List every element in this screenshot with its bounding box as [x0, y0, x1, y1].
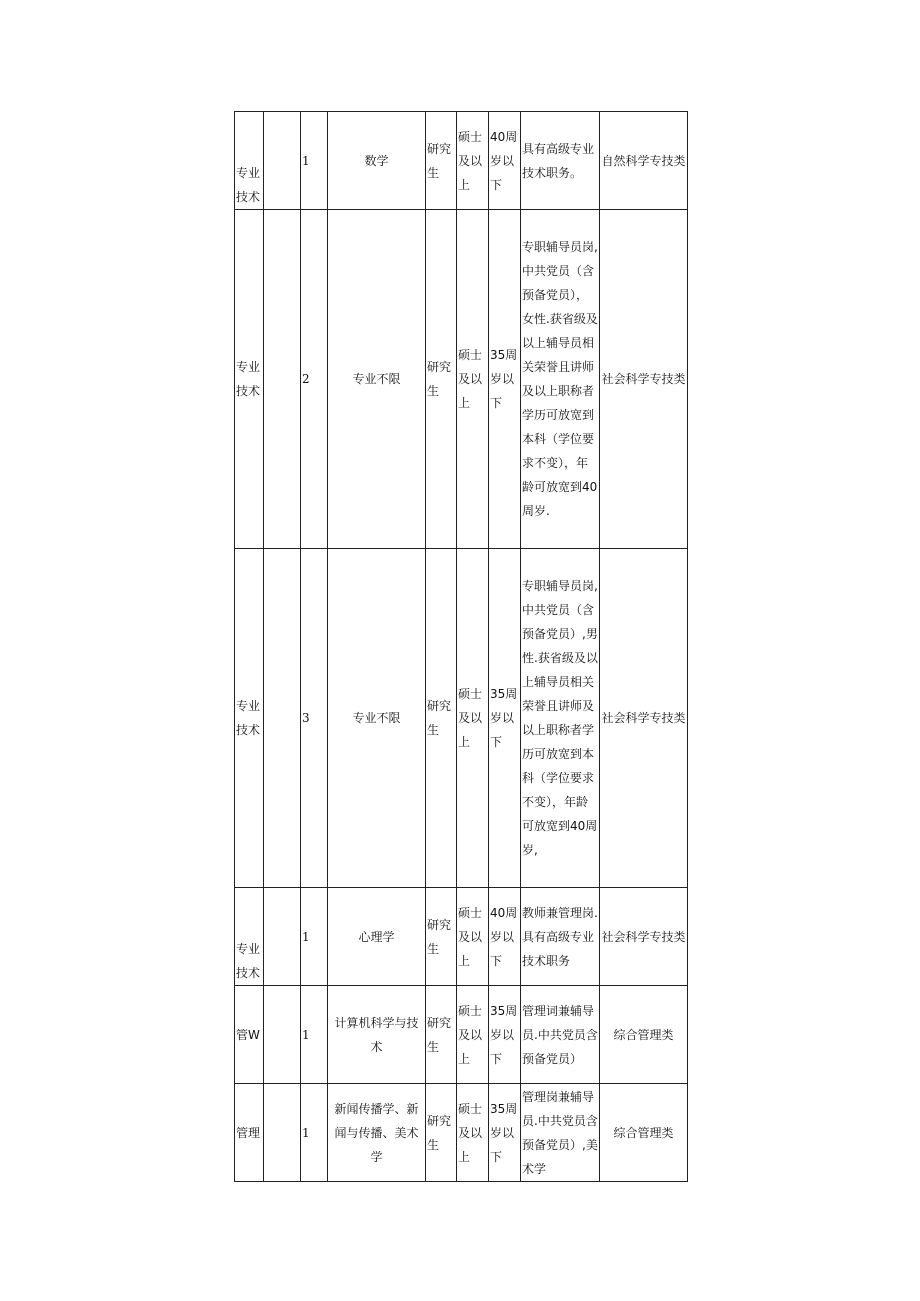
- age-cell: 35周岁以下: [489, 986, 521, 1084]
- table-row: [235, 549, 688, 888]
- table-row: [235, 888, 688, 986]
- requirement-cell: 管理岗兼辅导员.中共党员含预备党员）,美术学: [521, 1084, 600, 1182]
- positions-table: [234, 111, 688, 1182]
- major-cell: 专业不限: [328, 210, 426, 549]
- major-cell: 心理学: [328, 888, 426, 986]
- table-row: [235, 986, 688, 1084]
- requirement-cell: 具有高级专业技术职务。: [521, 112, 600, 210]
- category-cell: 社会科学专技类: [600, 210, 688, 549]
- empty-cell: [264, 210, 301, 549]
- education-cell: 研究生: [426, 549, 457, 888]
- age-cell: 40周岁以下: [489, 888, 521, 986]
- category-cell: 综合管理类: [600, 986, 688, 1084]
- headcount-cell: 3: [301, 549, 328, 888]
- headcount-cell: 1: [301, 1084, 328, 1182]
- degree-cell: 硕士及以上: [457, 888, 489, 986]
- age-cell: 40周岁以下: [489, 112, 521, 210]
- post-type-cell: 专业技术: [235, 210, 264, 549]
- requirement-cell: 专职辅导员岗,中共党员（含预备党员）,男性.获省级及以上辅导员相关荣誉且讲师及以上职称者学历可放宽到本科（学位要求不变），年龄可放宽到40周岁,: [521, 549, 600, 888]
- empty-cell: [264, 888, 301, 986]
- post-type-cell: 专业技术: [235, 112, 264, 210]
- category-cell: 综合管理类: [600, 1084, 688, 1182]
- post-type-cell: 专业技术: [235, 549, 264, 888]
- table-row: [235, 112, 688, 210]
- major-cell: 计算机科学与技术: [328, 986, 426, 1084]
- requirement-cell: 管理词兼辅导员.中共党员含预备党员）: [521, 986, 600, 1084]
- degree-cell: 硕士及以上: [457, 1084, 489, 1182]
- headcount-cell: 1: [301, 112, 328, 210]
- empty-cell: [264, 1084, 301, 1182]
- post-type-cell: 管W: [235, 986, 264, 1084]
- age-cell: 35周岁以下: [489, 1084, 521, 1182]
- requirement-cell: 教师兼管理岗.具有高级专业技术职务: [521, 888, 600, 986]
- major-cell: 数学: [328, 112, 426, 210]
- post-type-cell: 专业技术: [235, 888, 264, 986]
- category-cell: 自然科学专技类: [600, 112, 688, 210]
- headcount-cell: 1: [301, 986, 328, 1084]
- post-type-cell: 管理: [235, 1084, 264, 1182]
- table-row: [235, 1084, 688, 1182]
- headcount-cell: 1: [301, 888, 328, 986]
- major-cell: 专业不限: [328, 549, 426, 888]
- education-cell: 研究生: [426, 112, 457, 210]
- degree-cell: 硕士及以上: [457, 986, 489, 1084]
- education-cell: 研究生: [426, 210, 457, 549]
- degree-cell: 硕士及以上: [457, 549, 489, 888]
- empty-cell: [264, 112, 301, 210]
- education-cell: 研究生: [426, 986, 457, 1084]
- major-cell: 新闻传播学、新闻与传播、美术学: [328, 1084, 426, 1182]
- age-cell: 35周岁以下: [489, 549, 521, 888]
- requirement-cell: 专职辅导员岗,中共党员（含预备党员），女性.获省级及以上辅导员相关荣誉且讲师及以上职称者学历可放宽到本科（学位要求不变），年龄可放宽到40周岁.: [521, 210, 600, 549]
- headcount-cell: 2: [301, 210, 328, 549]
- education-cell: 研究生: [426, 1084, 457, 1182]
- age-cell: 35周岁以下: [489, 210, 521, 549]
- table-row: [235, 210, 688, 549]
- category-cell: 社会科学专技类: [600, 888, 688, 986]
- category-cell: 社会科学专技类: [600, 549, 688, 888]
- empty-cell: [264, 549, 301, 888]
- education-cell: 研究生: [426, 888, 457, 986]
- degree-cell: 硕士及以上: [457, 112, 489, 210]
- empty-cell: [264, 986, 301, 1084]
- degree-cell: 硕士及以上: [457, 210, 489, 549]
